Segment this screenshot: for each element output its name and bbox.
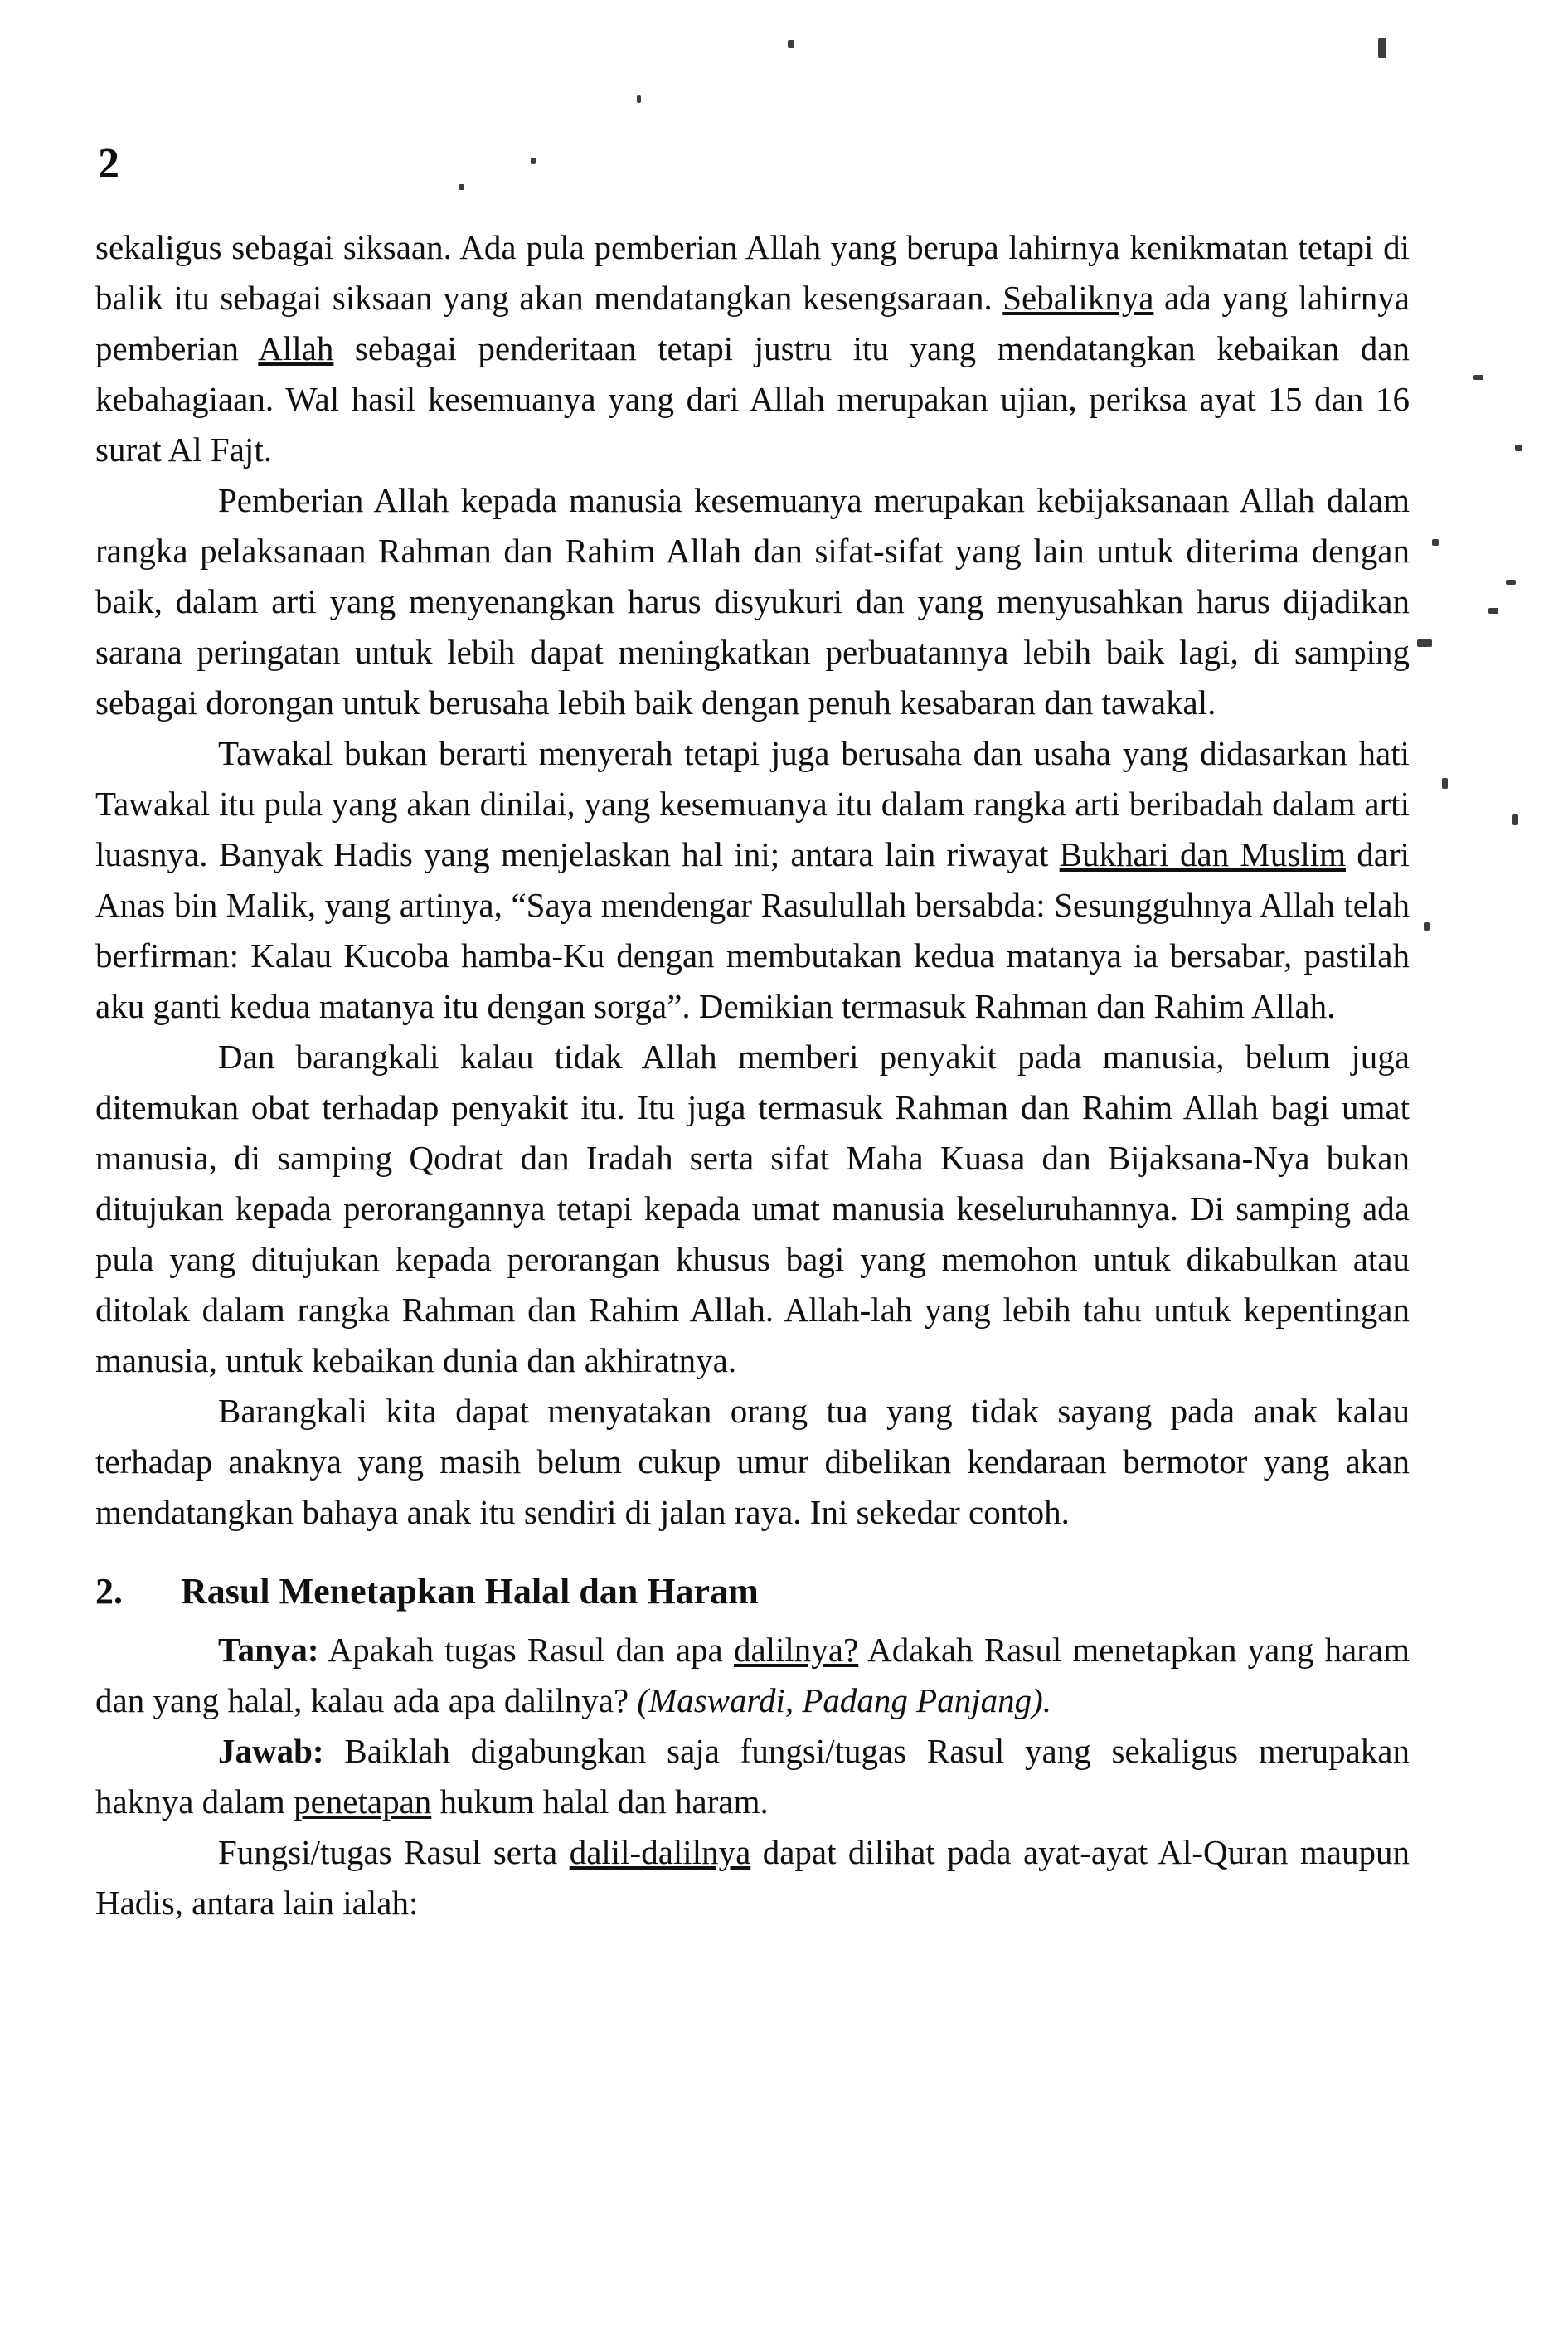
ink-speck xyxy=(1432,539,1439,546)
paragraph-5: Barangkali kita dapat menyatakan orang tua yang tidak sayang pada anak kalau terhadap anaknya yang masih belum cukup umur dibelikan kendaraan bermotor yang akan mendatangkan bahaya anak itu sendiri di jalan raya. Ini sekedar contoh. xyxy=(95,1392,1410,1531)
paragraph-1: sekaligus sebagai siksaan. Ada pula pemberian Allah yang berupa lahirnya kenikmatan tetapi di balik itu sebagai siksaan yang akan mendatangkan kesengsaraan. Sebaliknya ada yang lahirnya pemberian Allah sebagai penderitaan tetapi justru itu yang mendatangkan kebaikan dan kebahagiaan. Wal hasil kesemuanya yang dari Allah merupakan ujian, periksa ayat 15 dan 16 surat Al Fajt. xyxy=(95,228,1410,469)
ink-speck xyxy=(637,95,641,103)
ink-speck xyxy=(788,40,794,48)
page-number: 2 xyxy=(98,140,119,187)
ink-speck xyxy=(531,158,536,164)
ink-speck xyxy=(459,184,464,190)
section-number: 2. xyxy=(95,1571,123,1612)
paragraph-3: Tawakal bukan berarti menyerah tetapi juga berusaha dan usaha yang didasarkan hati Tawakal itu pula yang akan dinilai, yang kesemuanya itu dalam rangka arti beribadah dalam arti luasnya. Banyak Hadis yang menjelaskan hal ini; antara lain riwayat Bukhari dan Muslim dari Anas bin Malik, yang artinya, “Saya mendengar Rasulullah bersabda: Sesungguhnya Allah telah berfirman: Kalau Kucoba hamba-Ku dengan membutakan kedua matanya ia bersabar, pastilah aku ganti kedua matanya itu dengan sorga”. Demikian termasuk Rahman dan Rahim Allah. xyxy=(95,734,1410,1025)
paragraph-2: Pemberian Allah kepada manusia kesemuanya merupakan kebijaksanaan Allah dalam rangka pelaksanaan Rahman dan Rahim Allah dan sifat-sifat yang lain untuk diterima dengan baik, dalam arti yang menyenangkan harus disyukuri dan yang menyusahkan harus dijadikan sarana peringatan untuk lebih dapat meningkatkan perbuatannya lebih baik lagi, di samping sebagai dorongan untuk berusaha lebih baik dengan penuh kesabaran dan tawakal. xyxy=(95,481,1410,722)
section-title: Rasul Menetapkan Halal dan Haram xyxy=(181,1571,759,1612)
ink-speck xyxy=(1424,922,1430,931)
ink-speck xyxy=(1515,445,1522,451)
closing-paragraph: Fungsi/tugas Rasul serta dalil-dalilnya dapat dilihat pada ayat-ayat Al-Quran maupun Hadis, antara lain ialah: xyxy=(95,1833,1410,1922)
paragraph-4: Dan barangkali kalau tidak Allah memberi penyakit pada manusia, belum juga ditemukan obat terhadap penyakit itu. Itu juga termasuk Rahman dan Rahim Allah bagi umat manusia, di samping Qodrat dan Iradah serta sifat Maha Kuasa dan Bijaksana-Nya bukan ditujukan kepada perorangannya tetapi kepada umat manusia keseluruhannya. Di samping ada pula yang ditujukan kepada perorangan khusus bagi yang memohon untuk dikabulkan atau ditolak dalam rangka Rahman dan Rahim Allah. Allah-lah yang lebih tahu untuk kepentingan manusia, untuk kebaikan dunia dan akhiratnya. xyxy=(95,1038,1410,1379)
ink-speck xyxy=(1378,38,1386,58)
ink-speck xyxy=(1506,580,1516,585)
section-heading xyxy=(95,1566,1410,1617)
page-body xyxy=(95,222,1410,1928)
ink-speck xyxy=(1442,778,1448,789)
ink-speck xyxy=(1512,814,1518,825)
ink-speck xyxy=(1473,375,1483,380)
question-paragraph: Tanya: Apakah tugas Rasul dan apa dalilnya? Adakah Rasul menetapkan yang haram dan yang halal, kalau ada apa dalilnya? (Maswardi, Padang Panjang). xyxy=(95,1631,1410,1719)
answer-paragraph: Jawab: Baiklah digabungkan saja fungsi/tugas Rasul yang sekaligus merupakan haknya dalam penetapan hukum halal dan haram. xyxy=(95,1732,1410,1821)
ink-speck xyxy=(1417,639,1432,647)
ink-speck xyxy=(1488,608,1498,614)
